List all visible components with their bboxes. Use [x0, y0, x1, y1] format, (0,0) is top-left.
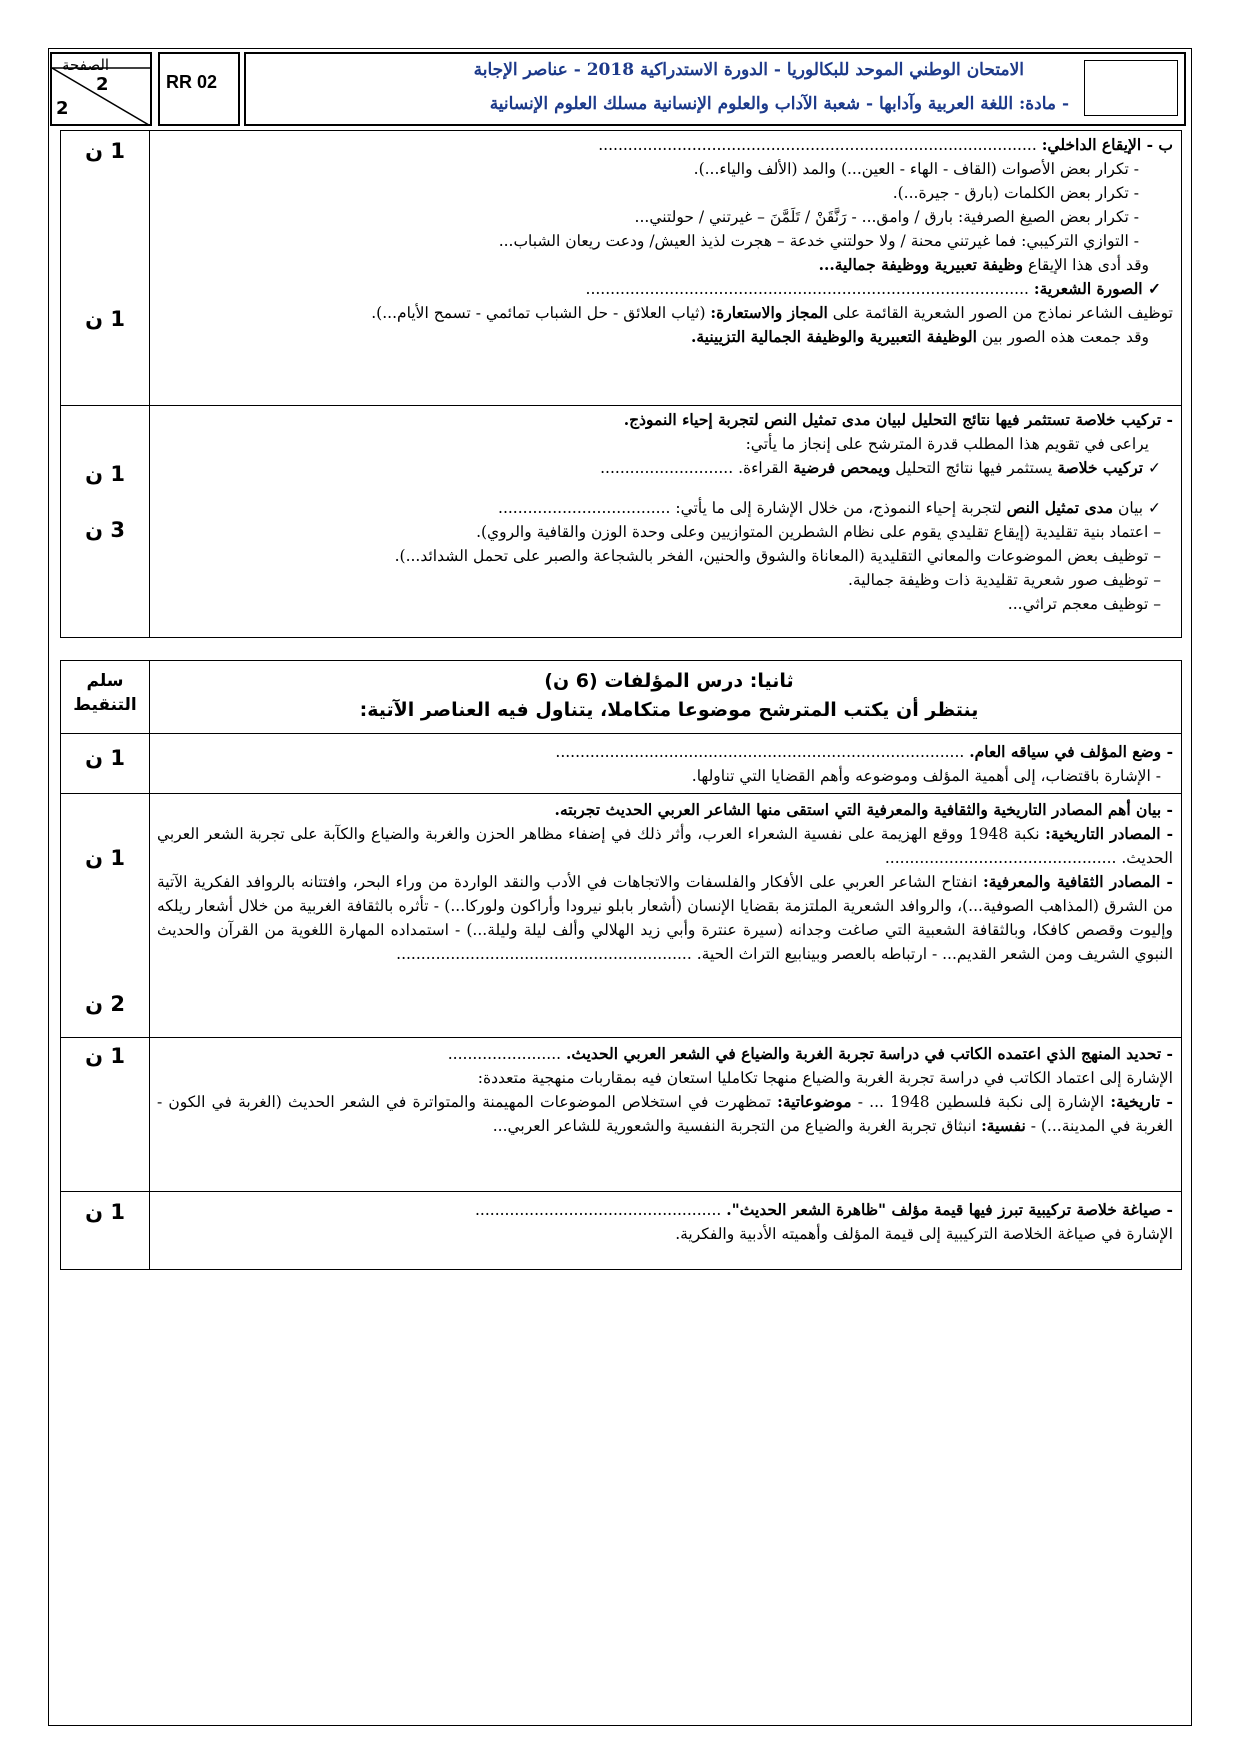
list-item: - تكرار بعض الأصوات (القاف - الهاء - العين...) والمد (الألف والياء...). [693, 160, 1139, 178]
list-item: – توظيف بعض الموضوعات والمعاني التقليدية (المعاناة والشوق والحنين، الفخر بالشجاعة والصبر على تحمل الشدائد...). [394, 547, 1161, 565]
section-heading: - تركيب خلاصة تستثمر فيها نتائج التحليل لبيان مدى تمثيل النص لتجربة إحياء النموذج. [623, 410, 1173, 429]
page-total: 2 [56, 98, 69, 119]
list-item: - التوازي التركيبي: فما غيرتني محنة / ولا حولتني خدعة – هجرت لذيذ العيش/ ودعت ريعان الشباب... [498, 232, 1139, 250]
paragraph: يراعى في تقويم هذا المطلب قدرة المترشح على إنجاز ما يأتي: [745, 435, 1149, 453]
section-title: ثانيا: درس المؤلفات (6 ن) [544, 670, 794, 692]
list-item: - تكرار بعض الصيغ الصرفية: بارق / وامق... - رَنَّقَنْ / تَلَمَّنَ – غيرتني / حولتني... [634, 208, 1139, 226]
exam-code: RR 02 [166, 72, 218, 92]
works-table [60, 660, 1182, 1270]
section-heading: - صياغة خلاصة تركيبية تبرز فيها قيمة مؤلف "ظاهرة الشعر الحديث". [726, 1200, 1173, 1219]
paragraph: - المصادر التاريخية: نكبة 1948 ووقع الهزيمة على نفسية الشعراء العرب، وأثر ذلك في إضفاء مظاهر الحزن والغربة والضياع والكآبة على تجربة الشعر العربي الحديث. ............................................... [157, 824, 1173, 867]
section-subtitle: ينتظر أن يكتب المترشح موضوعا متكاملا، يتناول فيه العناصر الآتية: [359, 699, 979, 721]
row-content: - صياغة خلاصة تركيبية تبرز فيها قيمة مؤلف "ظاهرة الشعر الحديث". .................................................. الإشارة في صياغة الخلاصة التركيبية إلى قيمة المؤلف وأهميته الأدبية والفكرية. [157, 1198, 1173, 1246]
score-label: 3 ن [85, 518, 125, 542]
rhythm-table [60, 130, 1182, 638]
paragraph: الإشارة في صياغة الخلاصة التركيبية إلى قيمة المؤلف وأهميته الأدبية والفكرية. [675, 1225, 1173, 1243]
page-header [50, 52, 1186, 126]
row-content: ب - الإيقاع الداخلي: ......................................................................................... - تكرار بعض الأصوات (القاف - الهاء - العين...) والمد (الألف والياء...). - تكرار بعض الكلمات (بارق - جيرة...). - تكرار بعض الصيغ الصرفية: بارق / وامق... - رَنَّقَنْ / تَلَمَّنَ – غيرتني / حولتني... - التوازي التركيبي: فما غيرتني محنة / ولا حولتني خدعة – هجرت لذيذ العيش/ ودعت ريعان الشباب... وقد أدى هذا الإيقاع وظيفة تعبيرية ووظيفة جمالية... ✓ الصورة الشعرية: .......................................................................................... توظيف الشاعر نماذج من الصور الشعرية القائمة على المجاز والاستعارة: (ثياب العلائق - حل الشباب تمائمي - تسمح الأيام...). وقد جمعت هذه الصور بين الوظيفة التعبيرية والوظيفة الجمالية التزيينية. [157, 133, 1173, 349]
table-row [61, 1037, 1181, 1192]
list-item: – توظيف صور شعرية تقليدية ذات وظيفة جمالية. [848, 571, 1161, 589]
section-heading: - وضع المؤلف في سياقه العام. [969, 742, 1173, 761]
paragraph: - تاريخية: الإشارة إلى نكبة فلسطين 1948 ... - موضوعاتية: تمظهرت في استخلاص الموضوعات المهيمنة والمتواترة في الشعر الحديث (الغربة في الكون - الغربة في المدينة...) - نفسية: انبثاق تجربة الغربة والضياع من التجربة النفسية والشعورية للشاعر العربي... [157, 1092, 1173, 1135]
table-row [61, 793, 1181, 1038]
exam-subject: - مادة: اللغة العربية وآدابها - شعبة الآداب والعلوم الإنسانية مسلك العلوم الإنسانية [489, 94, 1069, 114]
list-item: - تكرار بعض الكلمات (بارق - جيرة...). [892, 184, 1139, 202]
row-content: - تحديد المنهج الذي اعتمده الكاتب في دراسة تجربة الغربة والضياع في الشعر العربي الحديث. ....................... الإشارة إلى اعتماد الكاتب في دراسة تجربة الغربة والضياع منهجا تكامليا استعان فيه بمقاربات منهجية متعددة: - تاريخية: الإشارة إلى نكبة فلسطين 1948 ... - موضوعاتية: تمظهرت في استخلاص الموضوعات المهيمنة والمتواترة في الشعر الحديث (الغربة في الكون - الغربة في المدينة...) - نفسية: انبثاق تجربة الغربة والضياع من التجربة النفسية والشعورية للشاعر العربي... [157, 1042, 1173, 1138]
row-content: - وضع المؤلف في سياقه العام. ................................................................................... - الإشارة باقتضاب، إلى أهمية المؤلف وموضوعه وأهم القضايا التي تناولها. [157, 740, 1173, 788]
table-header-row [61, 661, 1181, 733]
score-label: 1 ن [85, 746, 125, 770]
section-heading: - تحديد المنهج الذي اعتمده الكاتب في دراسة تجربة الغربة والضياع في الشعر العربي الحديث. [565, 1044, 1173, 1063]
list-item: ✓ تركيب خلاصة يستثمر فيها نتائج التحليل ويمحص فرضية القراءة. ........................... [600, 458, 1161, 477]
row-content [157, 798, 1173, 966]
section-heading: - بيان أهم المصادر التاريخية والثقافية والمعرفية التي استقى منها الشاعر العربي الحديث تجربته. [554, 800, 1173, 819]
table-row [61, 405, 1181, 638]
row-content [157, 408, 1173, 616]
paragraph: - الإشارة باقتضاب، إلى أهمية المؤلف وموضوعه وأهم القضايا التي تناولها. [691, 767, 1161, 785]
paragraph: توظيف الشاعر نماذج من الصور الشعرية القائمة على المجاز والاستعارة: (ثياب العلائق - حل الشباب تمائمي - تسمح الأيام...). [371, 303, 1173, 322]
score-label: 1 ن [85, 1044, 125, 1068]
score-label: 1 ن [85, 1200, 125, 1224]
section-title-block [157, 667, 1181, 725]
table-row [61, 1191, 1181, 1270]
list-item: وقد أدى هذا الإيقاع وظيفة تعبيرية ووظيفة جمالية... [818, 255, 1149, 274]
score-label: 1 ن [85, 846, 125, 870]
paragraph: - المصادر الثقافية والمعرفية: انفتاح الشاعر العربي على الأفكار والفلسفات والاتجاهات في الأدب والنقد الواردة من وراء البحر، وافتتانه بالروافد الفكرية الآتية من الشرق (المذاهب الصوفية...)، والروافد الشعرية الملتزمة بقضايا الإنسان (أشعار بابلو نيرودا وأراكون ولوركا...) - تأثره بالثقافة الغربية من خلال أشعار ريلكه وإليوت وقصص كافكا، وبالثقافة الشعبية التي صاغت وجدانه (سيرة عنترة وأبي زيد الهلالي وألف ليلة وليلة...) - استمداده المهارة اللغوية من القرآن والحديث النبوي الشريف ومن الشعر القديم... - ارتباطه بالعصر وبينابيع التراث الحية. ............................................................ [157, 872, 1173, 963]
section-heading: ✓ الصورة الشعرية: [1033, 279, 1161, 298]
exam-title: الامتحان الوطني الموحد للبكالوريا - الدورة الاستدراكية 2018 - عناصر الإجابة [473, 60, 1024, 80]
title-box [244, 52, 1186, 126]
score-label: 1 ن [85, 307, 125, 331]
page-label: الصفحة [62, 56, 110, 74]
table-row [61, 733, 1181, 794]
exam-code-box [158, 52, 240, 126]
paragraph: وقد جمعت هذه الصور بين الوظيفة التعبيرية والوظيفة الجمالية التزيينية. [690, 327, 1149, 346]
score-label: 1 ن [85, 462, 125, 486]
page-number: 2 [96, 74, 109, 95]
paragraph: الإشارة إلى اعتماد الكاتب في دراسة تجربة الغربة والضياع منهجا تكامليا استعان فيه بمقاربات منهجية متعددة: [477, 1069, 1173, 1087]
page-number-box [50, 52, 152, 126]
empty-box [1084, 60, 1178, 116]
score-label: 2 ن [85, 992, 125, 1016]
section-heading: ب - الإيقاع الداخلي: [1041, 135, 1173, 154]
list-item: – اعتماد بنية تقليدية (إيقاع تقليدي يقوم على نظام الشطرين المتوازيين وعلى وحدة الوزن والقافية والروي). [476, 523, 1161, 541]
list-item: ✓ بيان مدى تمثيل النص لتجربة إحياء النموذج، من خلال الإشارة إلى ما يأتي: ................................... [498, 498, 1161, 517]
scale-header: سلم التنقيط [73, 671, 137, 715]
list-item: – توظيف معجم تراثي... [1007, 595, 1161, 613]
table-row [61, 131, 1181, 405]
score-label: 1 ن [85, 139, 125, 163]
